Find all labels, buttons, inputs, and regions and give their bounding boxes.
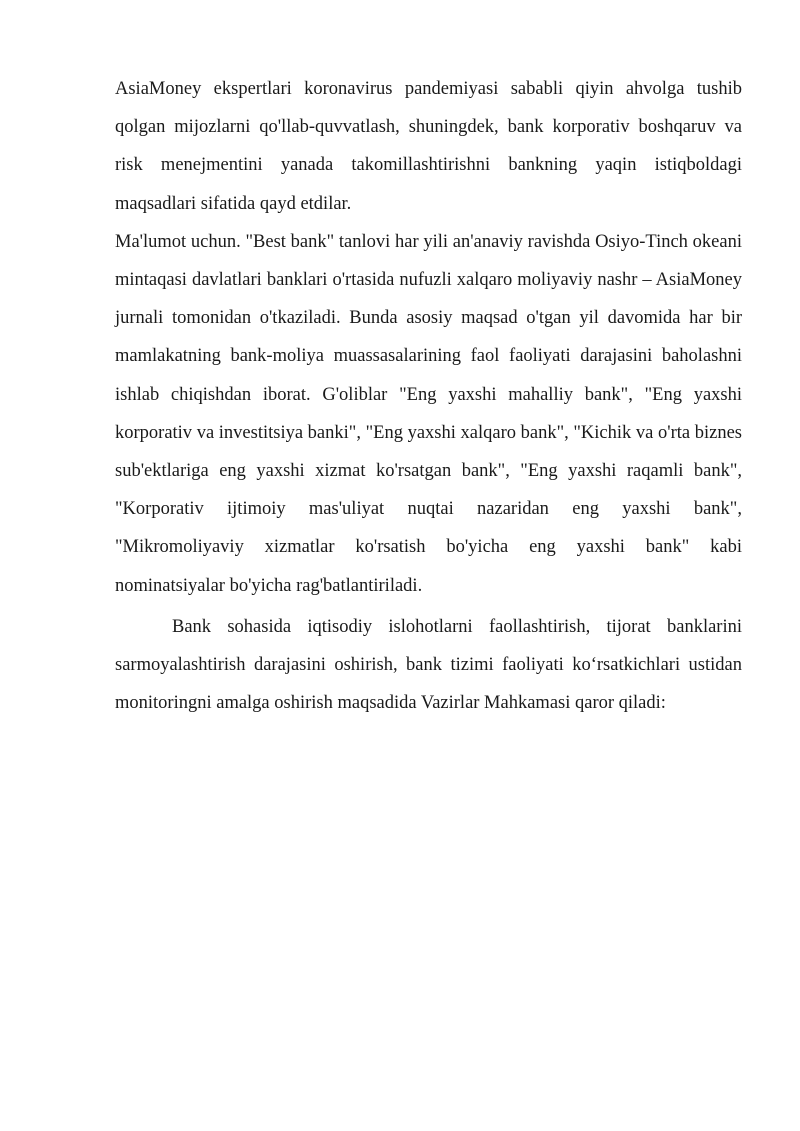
document-page: [115, 70, 742, 722]
paragraph-best-bank-info: Ma'lumot uchun. "Best bank" tanlovi har yili an'anaviy ravishda Osiyo-Tinch okeani mintaqasi davlatlari banklari o'rtasida nufuzli xalqaro moliyaviy nashr – AsiaMoney jurnali tomonidan o'tkaziladi. Bunda asosiy maqsad o'tgan yil davomida har bir mamlakatning bank-moliya muassasalarining faol faoliyati darajasini baholashni ishlab chiqishdan iborat. G'oliblar "Eng yaxshi mahalliy bank", "Eng yaxshi korporativ va investitsiya banki", "Eng yaxshi xalqaro bank", "Kichik va o'rta biznes sub'ektlariga eng yaxshi xizmat ko'rsatgan bank", "Eng yaxshi raqamli bank", "Korporativ ijtimoiy mas'uliyat nuqtai nazaridan eng yaxshi bank", "Mikromoliyaviy xizmatlar ko'rsatish bo'yicha eng yaxshi bank" kabi nominatsiyalar bo'yicha rag'batlantiriladi.: [115, 231, 742, 596]
paragraph-asiamoney-experts: AsiaMoney ekspertlari koronavirus pandemiyasi sababli qiyin ahvolga tushib qolgan mijozlarni qo'llab-quvvatlash, shuningdek, bank korporativ boshqaruv va risk menejmentini yanada takomillashtirishni bankning yaqin istiqboldagi maqsadlari sifatida qayd etdilar.: [115, 79, 742, 214]
paragraph-cabinet-decision: Bank sohasida iqtisodiy islohotlarni faollashtirish, tijorat banklarini sarmoyalashtirish darajasini oshirish, bank tizimi faoliyati ko‘rsatkichlari ustidan monitoringni amalga oshirish maqsadida Vazirlar Mahkamasi qaror qiladi:: [115, 616, 742, 714]
